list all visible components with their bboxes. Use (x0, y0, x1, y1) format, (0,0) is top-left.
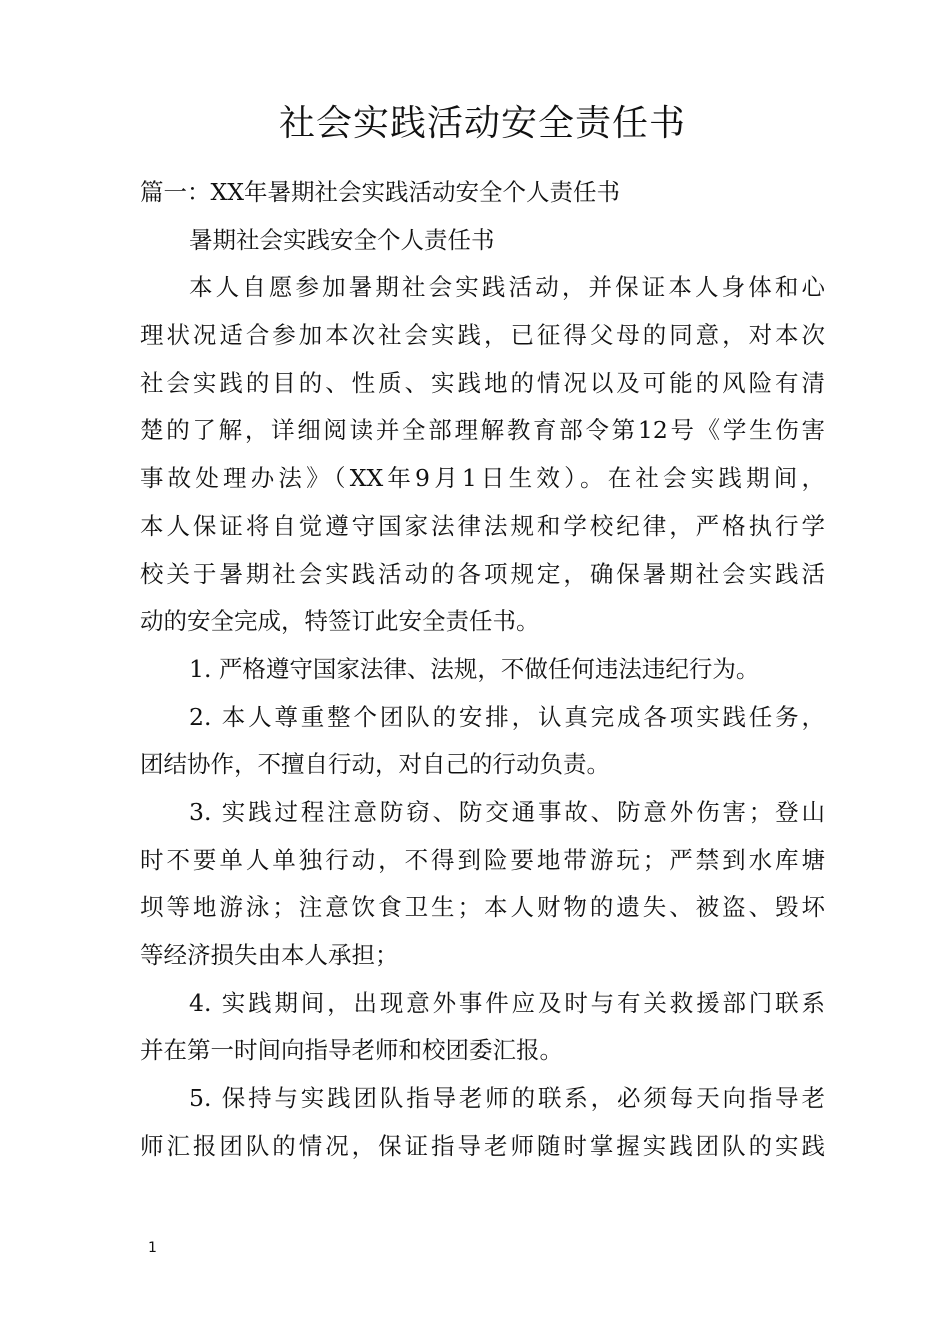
paragraph-line: 理状况适合参加本次社会实践，已征得父母的同意，对本次 (140, 321, 825, 350)
paragraph-line: 动的安全完成，特签订此安全责任书。 (140, 607, 540, 636)
list-item-3-continuation: 时不要单人单独行动，不得到险要地带游玩；严禁到水库塘 (140, 845, 825, 874)
document-body (140, 92, 825, 1170)
list-item-2-continuation: 团结协作，不擅自行动，对自己的行动负责。 (140, 750, 610, 779)
section-heading: 篇一：XX年暑期社会实践活动安全个人责任书 (140, 178, 620, 206)
list-item-5-continuation: 师汇报团队的情况，保证指导老师随时掌握实践团队的实践 (140, 1131, 825, 1160)
list-item-3: 3. 实践过程注意防窃、防交通事故、防意外伤害；登山 (189, 797, 825, 826)
list-item-2: 2. 本人尊重整个团队的安排，认真完成各项实践任务， (189, 702, 825, 731)
paragraph-line: 事故处理办法》（XX年9月1日生效）。在社会实践期间， (140, 464, 825, 493)
list-item-3-continuation: 坝等地游泳；注意饮食卫生；本人财物的遗失、被盗、毁坏 (140, 893, 825, 922)
paragraph-line: 社会实践的目的、性质、实践地的情况以及可能的风险有清 (140, 368, 825, 397)
sub-heading: 暑期社会实践安全个人责任书 (189, 225, 495, 254)
list-item-1: 1. 严格遵守国家法律、法规，不做任何违法违纪行为。 (189, 654, 760, 683)
list-item-4: 4. 实践期间，出现意外事件应及时与有关救援部门联系 (189, 988, 825, 1017)
list-item-4-continuation: 并在第一时间向指导老师和校团委汇报。 (140, 1036, 563, 1065)
paragraph-line: 本人保证将自觉遵守国家法律法规和学校纪律，严格执行学 (140, 511, 825, 540)
document-title: 社会实践活动安全责任书 (278, 103, 686, 144)
paragraph-line: 校关于暑期社会实践活动的各项规定，确保暑期社会实践活 (140, 559, 825, 588)
paragraph-line: 楚的了解，详细阅读并全部理解教育部令第12号《学生伤害 (140, 416, 825, 445)
paragraph-line: 本人自愿参加暑期社会实践活动，并保证本人身体和心 (189, 273, 825, 302)
list-item-5: 5. 保持与实践团队指导老师的联系，必须每天向指导老 (189, 1084, 825, 1113)
list-item-3-continuation: 等经济损失由本人承担； (140, 941, 399, 970)
page-number: 1 (148, 1240, 157, 1256)
